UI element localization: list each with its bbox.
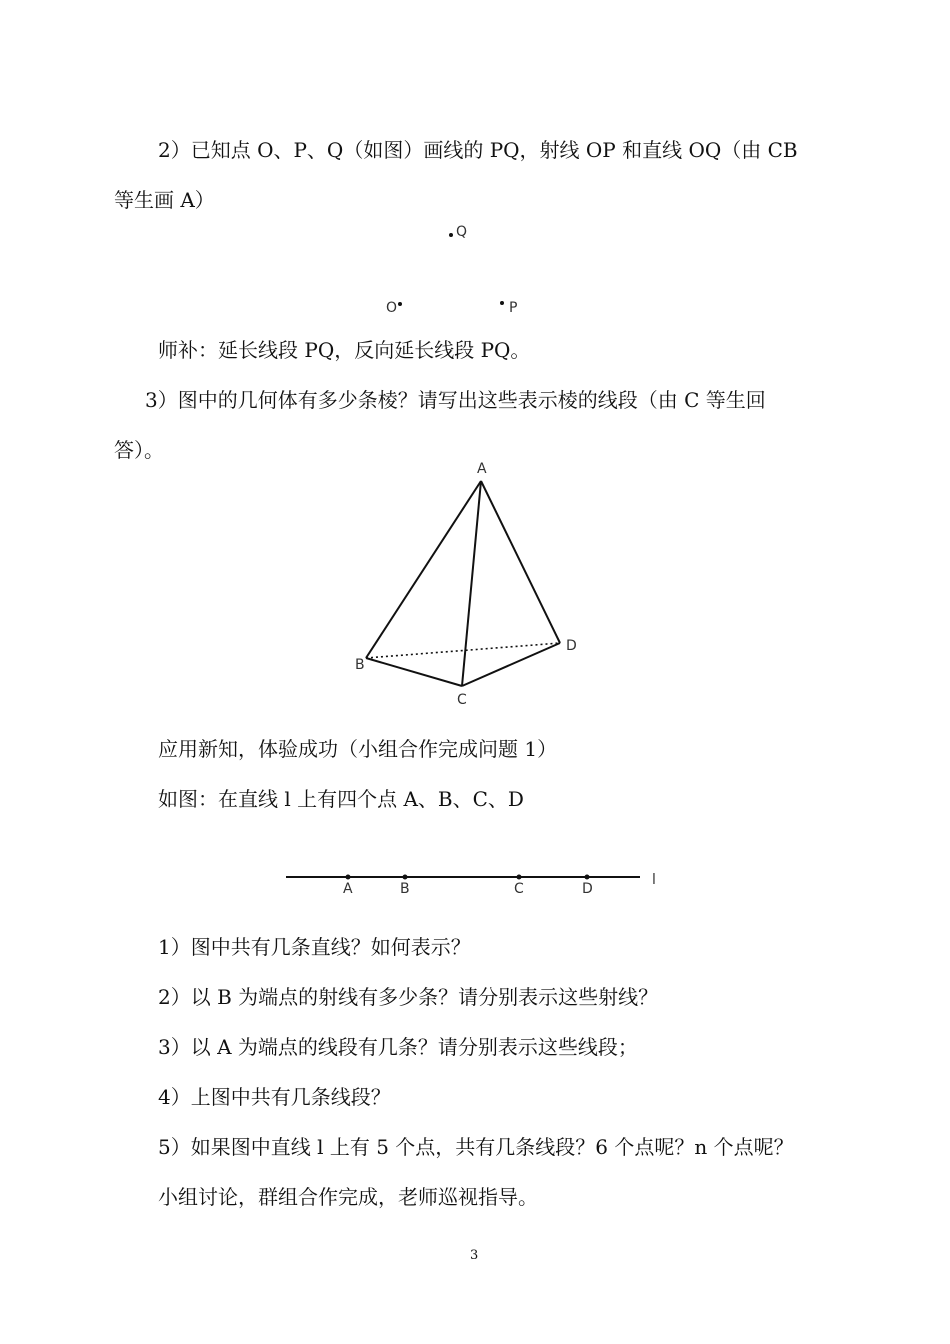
line-l-label: l [652,872,656,888]
page-number: 3 [470,1248,479,1263]
line-point-b [403,875,408,880]
point-q-label: Q [456,224,468,240]
figure-intro: 如图：在直线 l 上有四个点 A、B、C、D [158,787,524,811]
line-point-a [346,875,351,880]
edge-ad [481,481,560,643]
line-point-c [517,875,522,880]
point-p-dot [500,301,504,305]
line-point-c-label: C [514,881,524,897]
paragraph-3-line-1: 3）图中的几何体有多少条棱？请写出这些表示棱的线段（由 C 等生回 [145,388,766,412]
line-point-d [585,875,590,880]
question-2: 2）以 B 为端点的射线有多少条？请分别表示这些射线？ [158,985,659,1009]
vertex-c-label: C [457,692,467,708]
edge-bd-hidden [366,643,560,658]
edge-cd [462,643,560,686]
line-point-d-label: D [582,881,593,897]
line-point-a-label: A [343,881,353,897]
paragraph-2-line-1: 2）已知点 O、P、Q（如图）画线的 PQ，射线 OP 和直线 OQ（由 CB [158,138,798,162]
paragraph-3-line-2: 答）。 [114,438,164,462]
point-o-dot [398,302,402,306]
vertex-b-label: B [355,657,365,673]
paragraph-2-line-2: 等生画 A） [114,188,215,212]
point-q-dot [449,233,453,237]
point-o-label: O [386,300,398,316]
vertex-d-label: D [566,638,577,654]
question-4: 4）上图中共有几条线段？ [158,1085,391,1109]
line-point-b-label: B [400,881,410,897]
discussion-note: 小组讨论，群组合作完成，老师巡视指导。 [158,1185,538,1209]
question-1: 1）图中共有几条直线？如何表示？ [158,935,471,959]
apply-heading: 应用新知，体验成功（小组合作完成问题 1） [158,737,558,761]
edge-ac [462,481,481,686]
edge-ab [366,481,481,658]
edge-bc [366,658,462,686]
question-3: 3）以 A 为端点的线段有几条？请分别表示这些线段； [158,1035,638,1059]
point-p-label: P [509,300,518,316]
vertex-a-label: A [477,461,487,477]
question-5: 5）如果图中直线 l 上有 5 个点，共有几条线段？6 个点呢？n 个点呢？ [158,1135,794,1159]
teacher-note: 师补：延长线段 PQ，反向延长线段 PQ。 [158,338,531,362]
